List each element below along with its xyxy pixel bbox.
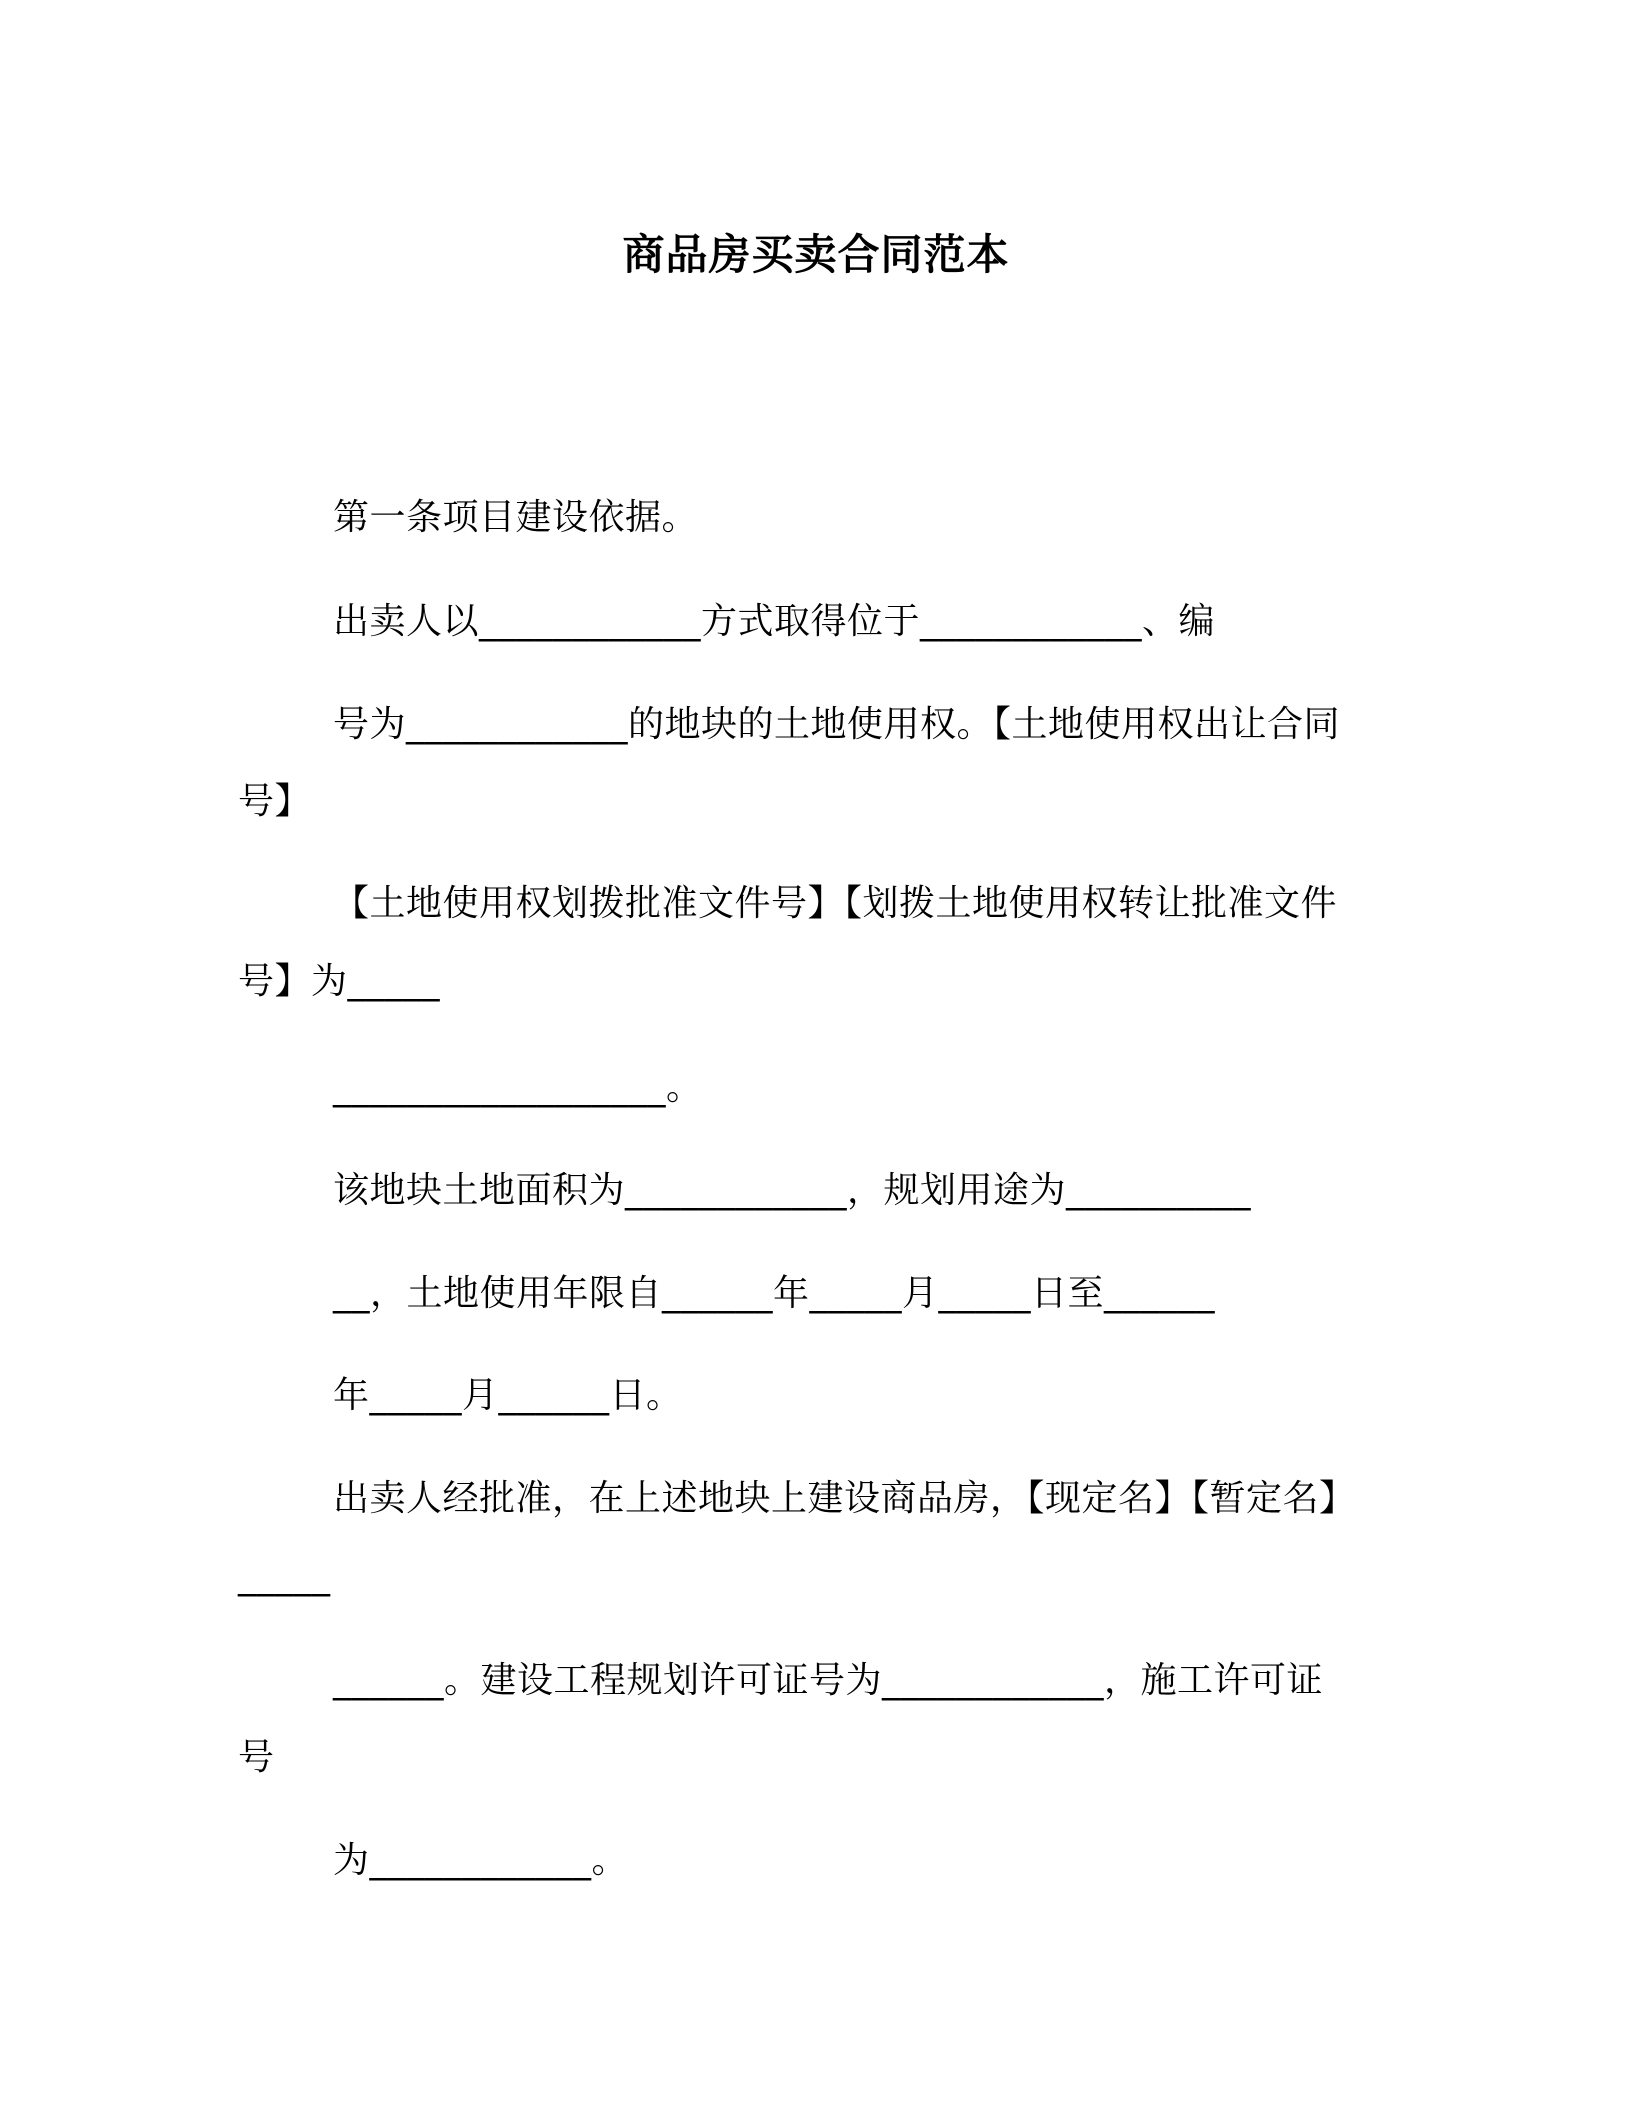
paragraph-line: 号为____________的地块的土地使用权。【土地使用权出让合同 [333,704,1341,745]
paragraph-line: 年_____月______日。 [333,1375,683,1416]
clause-heading: 第一条项目建设依据。 [333,497,699,538]
paragraph-line: _____ [238,1556,331,1597]
paragraph-line: 【土地使用权划拨批准文件号】【划拨土地使用权转让批准文件 [333,883,1338,924]
paragraph-line: ______。建设工程规划许可证号为____________，施工许可证 [333,1660,1324,1701]
paragraph-line: 出卖人经批准，在上述地块上建设商品房，【现定名】【暂定名】 [333,1478,1356,1519]
paragraph-line: 号 [238,1737,275,1778]
paragraph-line: 出卖人以____________方式取得位于____________、编 [333,601,1216,642]
paragraph-line: 为____________。 [333,1840,628,1881]
paragraph-line: 号】为_____ [238,961,441,1002]
paragraph-line: __，土地使用年限自______年_____月_____日至______ [333,1273,1216,1314]
paragraph-line: __________________。 [333,1067,703,1108]
document-title: 商品房买卖合同范本 [622,230,1010,279]
paragraph-line: 该地块土地面积为____________，规划用途为__________ [333,1170,1252,1211]
paragraph-line: 号】 [238,781,312,822]
